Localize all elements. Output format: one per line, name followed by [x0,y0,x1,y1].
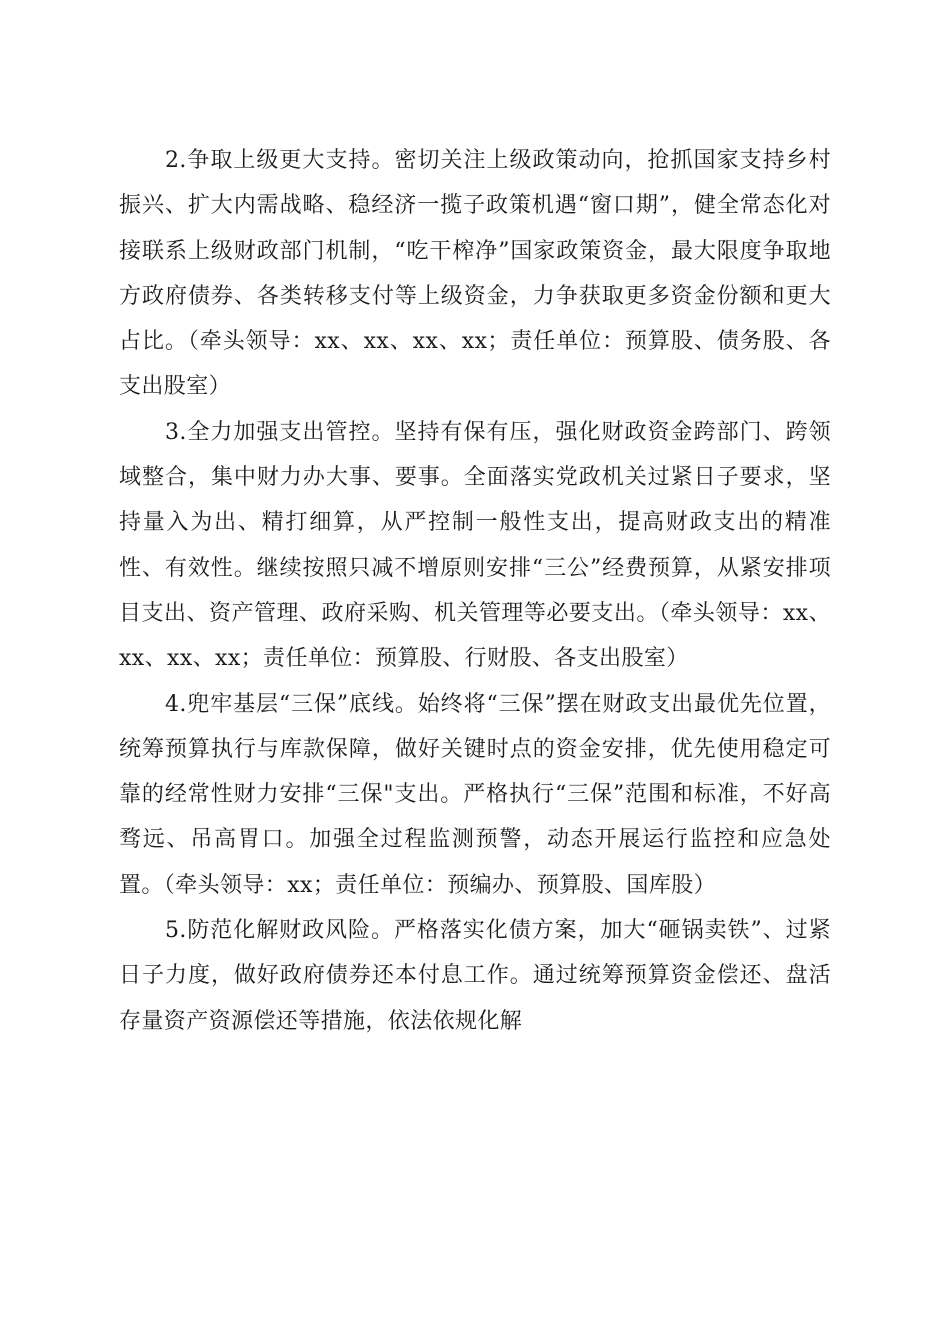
paragraph-2-seek-superior-support: 2.争取上级更大支持。密切关注上级政策动向，抢抓国家支持乡村振兴、扩大内需战略、稳经济一揽子政策机遇“窗口期”，健全常态化对接联系上级财政部门机制，“吃干榨净”国家政策资金，最大限度争取地方政府债券、各类转移支付等上级资金，力争获取更多资金份额和更大占比。（牵头领导：xx、xx、xx、xx；责任单位：预算股、债务股、各支出股室） [119,148,831,400]
paragraph-5-fiscal-risk: 5.防范化解财政风险。严格落实化债方案，加大“砸锅卖铁”、过紧日子力度，做好政府债券还本付息工作。通过统筹预算资金偿还、盘活存量资产资源偿还等措施，依法依规化解 [119,918,831,1034]
paragraph-4-three-guarantees: 4.兜牢基层“三保”底线。始终将“三保”摆在财政支出最优先位置，统筹预算执行与库款保障，做好关键时点的资金安排，优先使用稳定可靠的经常性财力安排“三保"支出。严格执行“三保”范围和标准，不好高骛远、吊高胃口。加强全过程监测预警，动态开展运行监控和应急处置。（牵头领导：xx；责任单位：预编办、预算股、国库股） [119,691,831,898]
paragraph-3-expenditure-control: 3.全力加强支出管控。坚持有保有压，强化财政资金跨部门、跨领域整合，集中财力办大事、要事。全面落实党政机关过紧日子要求，坚持量入为出、精打细算，从严控制一般性支出，提高财政支出的精准性、有效性。继续按照只减不增原则安排“三公”经费预算，从紧安排项目支出、资产管理、政府采购、机关管理等必要支出。（牵头领导：xx、xx、xx、xx；责任单位：预算股、行财股、各支出股室） [119,419,831,672]
document-body [119,138,831,1044]
